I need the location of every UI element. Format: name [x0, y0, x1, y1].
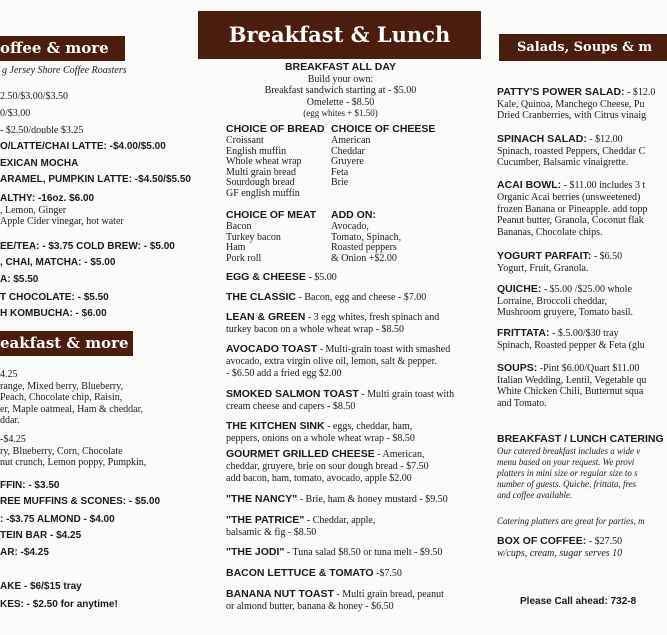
menu-item-name: BACON LETTUCE & TOMATO — [226, 567, 374, 579]
menu-item — [226, 344, 450, 355]
breakfast-line: KES: - $2.50 for anytime! — [0, 599, 118, 610]
cheese-option: Feta — [331, 166, 349, 178]
salads-line — [497, 157, 628, 168]
salads-item-name: YOGURT PARFAIT: — [497, 250, 592, 262]
menu-item-desc: or almond butter, banana & honey - $6.50 — [226, 601, 394, 612]
breakfast-line: 4.25 — [0, 369, 18, 380]
salads-item-desc: platters in mini size or regular size to s — [497, 468, 638, 478]
menu-item — [226, 401, 355, 412]
menu-item-desc: balsamic & fig - $8.50 — [226, 527, 317, 538]
salads-line — [497, 307, 633, 318]
salads-item-name: PATTY'S POWER SALAD: — [497, 86, 625, 98]
left-column — [0, 0, 196, 635]
salads-item-desc: Catering platters are great for parties, m — [497, 516, 645, 526]
coffee-line: T CHOCOLATE: - $5.50 — [0, 292, 109, 303]
salads-item-desc: - $.5.00/$30 tray — [549, 328, 619, 339]
salads-item-name: BOX OF COFFEE: — [497, 535, 587, 547]
meat-title: CHOICE OF MEAT — [226, 209, 317, 221]
middle-column — [198, 0, 483, 635]
salads-item-desc: - $27.50 — [586, 536, 623, 547]
menu-item — [226, 601, 394, 612]
right-column — [492, 0, 664, 635]
bread-option: Multi grain bread — [226, 166, 296, 178]
coffee-line: EXICAN MOCHA — [0, 158, 79, 169]
salads-item-name: QUICHE: — [497, 283, 542, 295]
menu-item — [226, 272, 337, 283]
breakfast-line: nut crunch, Lemon poppy, Pumpkin, — [0, 457, 147, 468]
menu-item-name: "THE NANCY" — [226, 493, 298, 505]
menu-item-desc: cream cheese and capers - $8.50 — [226, 401, 356, 412]
salads-line — [497, 375, 646, 386]
coffee-line: Apple Cider vinegar, hot water — [0, 216, 124, 227]
menu-item — [226, 356, 437, 367]
menu-item-name: SMOKED SALMON TOAST — [226, 388, 359, 400]
salads-item-name: SPINACH SALAD: — [497, 133, 587, 145]
coffee-line: ARAMEL, PUMPKIN LATTE: -$4.50/$5.50 — [0, 174, 191, 185]
salads-line — [497, 192, 640, 203]
breakfast-line: REE MUFFINS & SCONES: - $5.00 — [0, 496, 161, 507]
breakfast-all-day: BREAKFAST ALL DAY — [284, 61, 397, 73]
salads-line — [497, 548, 622, 559]
coffee-line: - $2.50/double $3.25 — [0, 125, 84, 136]
salads-item-desc: Spinach, roasted Peppers, Cheddar C — [497, 146, 646, 157]
menu-item — [226, 568, 402, 579]
addon-title: ADD ON: — [331, 209, 376, 221]
salads-item-desc: Dried Cranberries, with Citrus vinaig — [497, 110, 647, 121]
coffee-line: EE/TEA: - $3.75 COLD BREW: - $5.00 — [0, 241, 175, 252]
salads-item-desc: - $12.00 — [586, 134, 623, 145]
menu-item-desc: peppers, onions on a whole wheat wrap - $8.50 — [226, 433, 415, 444]
cheese-option: Brie — [331, 177, 349, 188]
cheese-option: Cheddar — [331, 145, 365, 157]
salads-line — [497, 516, 645, 527]
menu-item — [226, 473, 412, 484]
coffee-header: offee & more — [0, 36, 125, 61]
salads-line — [497, 296, 607, 307]
menu-item-desc: add bacon, ham, tomato, avocado, apple $2.00 — [226, 473, 412, 484]
breakfast-line: AR: -$4.25 — [0, 547, 49, 558]
salads-item-name: FRITTATA: — [497, 327, 550, 339]
menu-item — [226, 527, 316, 538]
salads-item-desc: frozen Banana or Pineapple. add topp — [497, 204, 648, 215]
breakfast-line: range, Mixed berry, Blueberry, — [0, 381, 124, 392]
salads-line — [497, 468, 638, 479]
breakfast-line: ddar. — [0, 415, 20, 426]
salads-item-desc: -Pint $6.00/Quart $11.00 — [537, 363, 640, 374]
sandwich-price: Breakfast sandwich starting at - $5.00 — [264, 85, 417, 96]
salads-item-desc: - $12.0 — [624, 87, 656, 98]
salads-line — [497, 87, 655, 98]
salads-item-desc: Organic Acai berries (unsweetened) — [497, 192, 641, 203]
menu-item — [226, 547, 442, 558]
salads-line — [497, 284, 632, 295]
salads-item-desc: Bananas, Chocolate chips. — [497, 227, 603, 238]
salads-line — [497, 215, 644, 226]
menu-item-desc: - Cheddar, apple, — [304, 515, 376, 526]
addon-option: Roasted peppers — [331, 242, 397, 253]
salads-line — [497, 263, 588, 274]
bread-option: GF english muffin — [226, 187, 300, 199]
salads-item-desc: Yogurt, Fruit, Granola. — [497, 263, 589, 274]
salads-line — [497, 340, 645, 351]
meat-option: Bacon — [226, 221, 252, 232]
meat-option: Ham — [226, 242, 246, 253]
salads-item-desc: and Tomato. — [497, 398, 547, 409]
salads-item-desc: Lorraine, Broccoli cheddar, — [497, 296, 608, 307]
menu-item-name: "THE JODI" — [226, 546, 285, 558]
bread-option: English muffin — [226, 145, 287, 157]
menu-item-desc: - Tuna salad $8.50 or tuna melt - $9.50 — [284, 547, 443, 558]
salads-item-desc: Italian Wedding, Lentil, Vegetable qu — [497, 375, 647, 386]
salads-header: Salads, Soups & m — [499, 34, 667, 61]
menu-item-desc: - Brie, ham & honey mustard - $9.50 — [297, 494, 448, 505]
salads-item-desc: Cucumber, Balsamic vinaigrette. — [497, 157, 629, 168]
breakfast-line: TEIN BAR - $4.25 — [0, 530, 82, 541]
salads-item-name: ACAI BOWL: — [497, 179, 562, 191]
addon-option: Tomato, Spinach, — [331, 231, 402, 243]
salads-item-desc: - $5.00 /$25.00 whole — [541, 284, 632, 295]
salads-item-desc: Mushroom gruyere, Tomato basil. — [497, 307, 634, 318]
menu-item — [226, 389, 454, 400]
menu-item-desc: - Multi grain bread, peanut — [333, 589, 444, 600]
salads-item-desc: w/cups, cream, sugar serves 10 — [497, 548, 623, 559]
salads-line — [497, 446, 640, 457]
coffee-line: , CHAI, MATCHA: - $5.00 — [0, 257, 116, 268]
bread-title: CHOICE OF BREAD — [226, 123, 325, 135]
meat-option: Pork roll — [226, 252, 262, 264]
menu-item — [226, 515, 375, 526]
menu-item-desc: - American, — [374, 449, 425, 460]
salads-line — [497, 398, 547, 409]
menu-item — [226, 589, 444, 600]
meat-option: Turkey bacon — [226, 231, 281, 243]
addon-option: Avocado, — [331, 221, 369, 232]
coffee-subtitle: g Jersey Shore Coffee Roasters — [2, 65, 127, 76]
omelette-price: Omelette - $8.50 — [306, 97, 375, 108]
egg-whites-price: (egg whites + $1.50) — [303, 108, 378, 118]
salads-line — [497, 204, 648, 215]
menu-item-desc: - $5.00 — [305, 272, 337, 283]
salads-line — [497, 434, 664, 445]
salads-item-desc: - $6.50 — [591, 251, 623, 262]
breakfast-line: AKE - $6/$15 tray — [0, 581, 82, 592]
salads-item-desc: Peanut butter, Granola, Coconut flak — [497, 215, 644, 226]
menu-item — [226, 292, 426, 303]
menu-item-desc: - eggs, cheddar, ham, — [324, 421, 413, 432]
menu-item — [226, 312, 439, 323]
salads-line — [497, 134, 623, 145]
salads-item-desc: Our catered breakfast includes a wide v — [497, 446, 641, 456]
build-your-own: Build your own: — [307, 74, 374, 85]
menu-item — [226, 421, 412, 432]
salads-item-desc: - $11.00 includes 3 t — [561, 180, 646, 191]
menu-item-desc: - Bacon, egg and cheese - $7.00 — [296, 292, 427, 303]
menu-item-desc: -$7.50 — [373, 568, 402, 579]
menu-item-desc: avocado, extra virgin olive oil, lemon, salt & pepper. — [226, 356, 437, 367]
menu-item — [226, 433, 415, 444]
salads-line — [497, 328, 619, 339]
salads-line — [497, 536, 622, 547]
menu-item-name: THE CLASSIC — [226, 291, 297, 303]
cheese-option: American — [331, 135, 371, 146]
menu-item-desc: - $6.50 add a fried egg $2.00 — [226, 368, 342, 379]
menu-item — [226, 368, 342, 379]
menu-item-desc: - Multi-grain toast with smashed — [317, 344, 451, 355]
menu-item-name: LEAN & GREEN — [226, 311, 306, 323]
menu-item — [226, 324, 404, 335]
bread-option: Sourdough bread — [226, 177, 295, 188]
salads-line — [497, 99, 644, 110]
cheese-option: Gruyere — [331, 156, 364, 167]
salads-item-name: BREAKFAST / LUNCH CATERING — [497, 433, 664, 445]
salads-item-name: SOUPS: — [497, 362, 538, 374]
breakfast-line: ry, Blueberry, Corn, Chocolate — [0, 446, 123, 457]
menu-item-desc: cheddar, gruyere, brie on sour dough bread - $7.50 — [226, 461, 429, 472]
coffee-line: 2.50/$3.00/$3.50 — [0, 91, 69, 102]
breakfast-line: : -$3.75 ALMOND - $4.00 — [0, 514, 115, 525]
breakfast-header: eakfast & more — [0, 331, 133, 356]
salads-line — [497, 227, 603, 238]
coffee-line: H KOMBUCHA: - $6.00 — [0, 308, 107, 319]
salads-line — [497, 479, 636, 490]
addon-option: & Onion +$2.00 — [331, 252, 397, 264]
menu-item-desc: turkey bacon on a whole wheat wrap - $8.50 — [226, 324, 404, 335]
salads-line — [497, 251, 622, 262]
breakfast-line: -$4.25 — [0, 434, 26, 445]
call-ahead: Please Call ahead: 732-8 — [520, 596, 637, 607]
menu-item-name: EGG & CHEESE — [226, 271, 306, 283]
salads-item-desc: number of guests. Quiche, frittata, fres — [497, 479, 637, 489]
menu-item — [226, 461, 429, 472]
breakfast-line: FFIN: - $3.50 — [0, 480, 60, 491]
salads-line — [497, 180, 645, 191]
salads-item-desc: Kale, Quinoa, Manchego Cheese, Pu — [497, 99, 645, 110]
bread-option: Whole wheat wrap — [226, 156, 302, 167]
salads-line — [497, 363, 639, 374]
coffee-line: 0/$3.00 — [0, 108, 31, 119]
salads-line — [497, 386, 643, 397]
salads-line — [497, 457, 634, 468]
salads-line — [497, 146, 645, 157]
coffee-line: A: $5.50 — [0, 274, 39, 285]
salads-line — [497, 110, 646, 121]
menu-item-desc: - Multi grain toast with — [358, 389, 455, 400]
coffee-line: , Lemon, Ginger — [0, 205, 67, 216]
bread-option: Croissant — [226, 135, 264, 146]
coffee-line: O/LATTE/CHAI LATTE: -$4.00/$5.00 — [0, 141, 166, 152]
breakfast-line: Peach, Chocolate chip, Raisin, — [0, 392, 123, 403]
menu-item-name: THE KITCHEN SINK — [226, 420, 325, 432]
menu-item-name: AVOCADO TOAST — [226, 343, 318, 355]
menu-item-desc: - 3 egg whites, fresh spinach and — [305, 312, 440, 323]
menu-item-name: "THE PATRICE" — [226, 514, 305, 526]
breakfast-line: er, Maple oatmeal, Ham & cheddar, — [0, 404, 144, 415]
cheese-title: CHOICE OF CHEESE — [331, 123, 436, 135]
menu-item-name: BANANA NUT TOAST — [226, 588, 334, 600]
salads-line — [497, 490, 572, 501]
coffee-line: ALTHY: -16oz. $6.00 — [0, 193, 95, 204]
salads-item-desc: White Chicken Chili, Butternut squa — [497, 386, 644, 397]
menu-item — [226, 494, 448, 505]
salads-item-desc: Spinach, Roasted pepper & Feta (glu — [497, 340, 645, 351]
menu-item-name: GOURMET GRILLED CHEESE — [226, 448, 375, 460]
salads-item-desc: menu based on your request. We provi — [497, 457, 635, 467]
menu-item — [226, 449, 424, 460]
breakfast-lunch-header: Breakfast & Lunch — [198, 11, 481, 59]
salads-item-desc: and coffee available. — [497, 490, 573, 500]
